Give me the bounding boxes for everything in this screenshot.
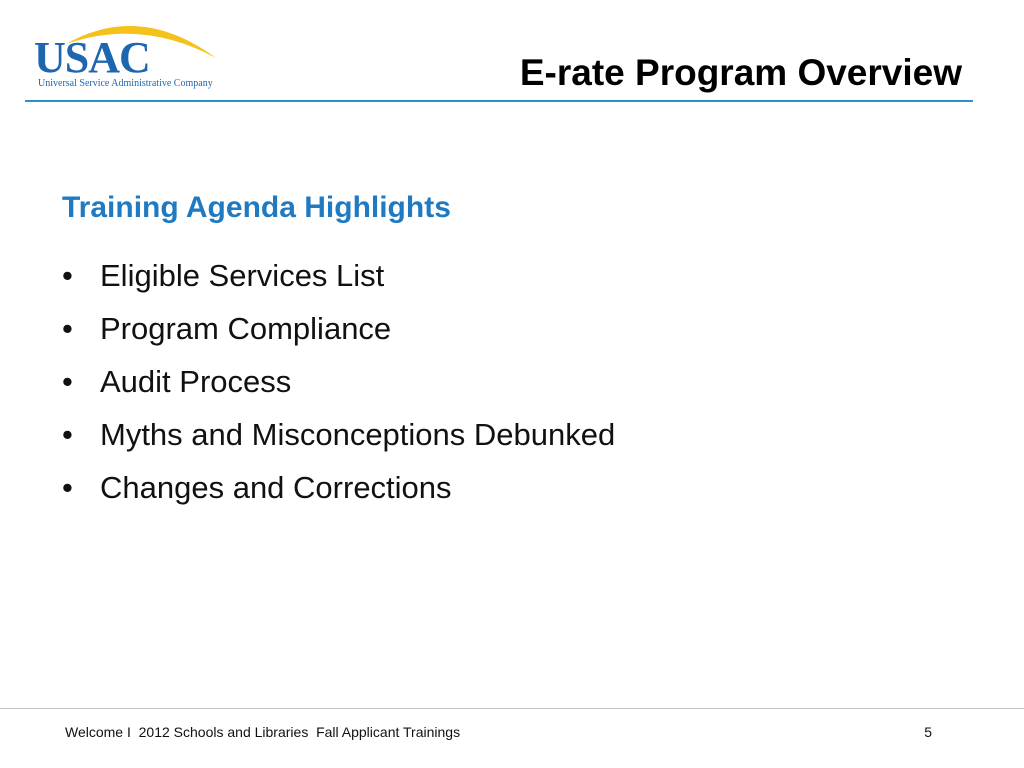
bullet-icon: • [62,258,73,293]
footer-divider [0,708,1024,709]
bullet-icon: • [62,470,73,505]
agenda-item [62,468,615,521]
agenda-item-label: Changes and Corrections [100,470,452,505]
bullet-icon: • [62,311,73,346]
agenda-item-label: Eligible Services List [100,258,385,293]
logo-wordmark: USAC [34,33,150,82]
agenda-item-label: Program Compliance [100,311,392,346]
agenda-item [62,309,615,362]
deck-title: E-rate Program Overview [519,52,962,93]
slide-title: Training Agenda Highlights [62,191,451,224]
logo-tagline: Universal Service Administrative Company [38,78,213,89]
agenda-item [62,362,615,415]
agenda-item-label: Myths and Misconceptions Debunked [100,417,616,452]
bullet-icon: • [62,364,73,399]
footer-text: Welcome I 2012 Schools and Libraries Fall Applicant Trainings [65,724,461,740]
agenda-list [62,256,615,521]
page-number: 5 [924,724,932,740]
usac-logo [30,14,230,94]
agenda-item [62,415,615,468]
header-divider [25,100,973,102]
agenda-item [62,256,615,309]
bullet-icon: • [62,417,73,452]
agenda-item-label: Audit Process [100,364,292,399]
